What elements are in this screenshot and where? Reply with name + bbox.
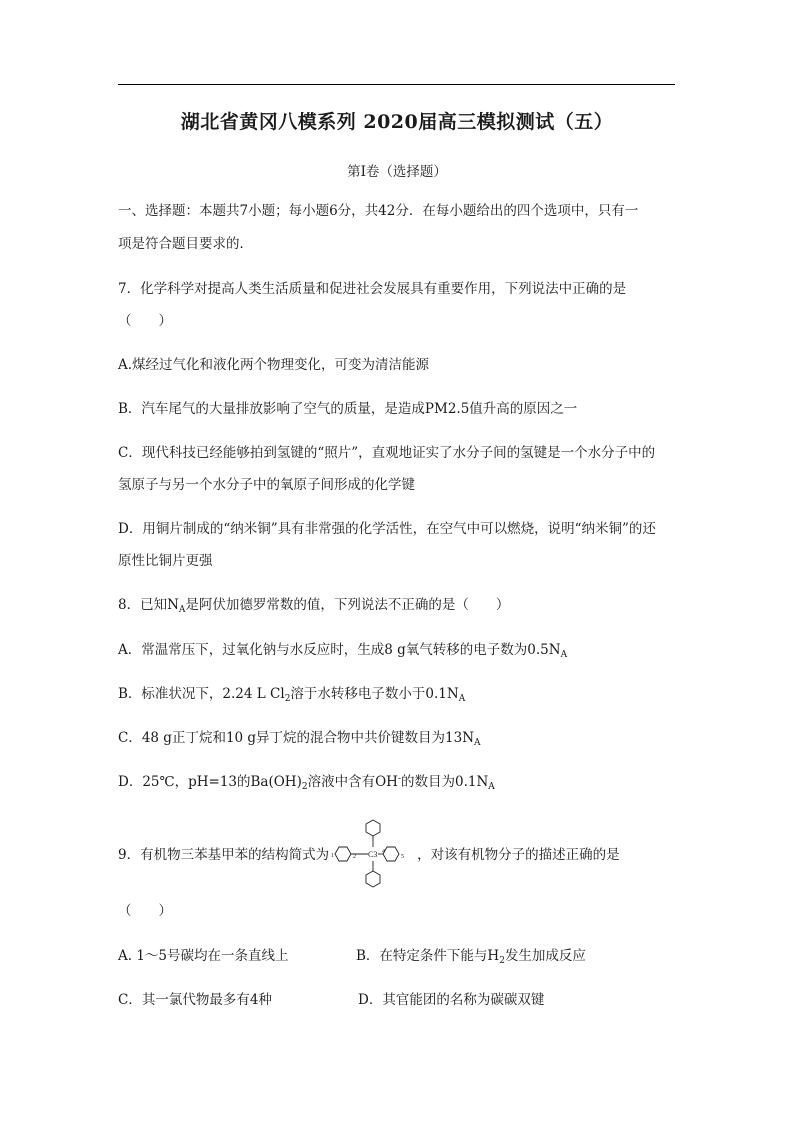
- q8-option-d: [118, 766, 678, 799]
- q8-option-b-text-2: 溶于水转移电子数小于0.1N: [290, 686, 459, 702]
- q7-option-b: B．汽车尾气的大量排放影响了空气的质量，是造成PM2.5值升高的原因之一: [118, 401, 578, 417]
- q8-option-c-subscript: A: [474, 738, 481, 748]
- q8-option-b-subscript-1: 2: [284, 694, 291, 704]
- carbon-label-1: 1: [331, 852, 335, 859]
- q9-option-c: C．其一氯代物最多有4种: [118, 992, 272, 1008]
- left-benzene-ring: [335, 847, 351, 861]
- q9-option-b: [356, 948, 586, 964]
- carbon-label-2: 2: [353, 853, 357, 860]
- q7-stem: 7．化学科学对提高人类生活质量和促进社会发展具有重要作用，下列说法中正确的是: [118, 281, 627, 297]
- q9-option-d: D．其官能团的名称为碳碳双键: [358, 992, 545, 1008]
- q8-option-d-text-3: 的数目为0.1N: [400, 774, 489, 790]
- q8-stem: [118, 589, 678, 622]
- q8-option-c-text: C．48 g正丁烷和10 g异丁烷的混合物中共价键数目为13N: [118, 730, 475, 746]
- bottom-benzene-ring: [366, 871, 380, 887]
- q9-option-b-text: B．在特定条件下能与H: [356, 948, 500, 964]
- q9-option-b-text-2: 发生加成反应: [504, 948, 586, 964]
- top-benzene-ring: [366, 820, 380, 836]
- q8-option-a: [118, 634, 678, 667]
- header-rule: [118, 84, 675, 85]
- q7-option-d-line-1: D．用铜片制成的“纳米铜”具有非常强的化学活性，在空气中可以燃烧，说明“纳米铜”的还: [118, 521, 656, 537]
- q9-stem-text: 9．有机物三苯基甲苯的结构简式为: [118, 847, 330, 863]
- q8-option-a-subscript: A: [560, 650, 568, 660]
- q8-option-b-text: B．标准状况下，2.24 L Cl: [118, 686, 285, 702]
- q7-option-c-line-1: C．现代科技已经能够拍到氢键的“照片”，直观地证实了水分子间的氢键是一个水分子中的: [118, 445, 656, 461]
- instructions-line-2: 项是符合题目要求的．: [118, 236, 253, 252]
- carbon-label-5: 5: [401, 853, 405, 860]
- q8-option-d-superscript: -: [397, 774, 401, 784]
- q8-option-d-text: D．25℃，pH=13的Ba(OH): [118, 774, 302, 790]
- carbon-label-4: 4: [382, 848, 386, 855]
- q8-option-d-subscript-1: 2: [301, 782, 308, 792]
- carbon-label-3: C3: [368, 849, 378, 859]
- q7-option-c-line-2: 氢原子与另一个水分子中的氧原子间形成的化学键: [118, 477, 415, 493]
- q8-stem-text: 8．已知N: [118, 597, 179, 613]
- q9-stem: [118, 817, 678, 893]
- q9-option-b-subscript: 2: [499, 956, 505, 966]
- instructions-line-1: 一、选择题：本题共7小题；每小题6分，共42分．在每小题给出的四个选项中，只有一: [118, 203, 639, 219]
- q8-option-d-text-2: 溶液中含有OH: [307, 774, 398, 790]
- q8-option-c: [118, 722, 678, 755]
- q9-options-row-1: [118, 940, 678, 973]
- section-heading: 第Ⅰ卷（选择题）: [347, 164, 447, 180]
- right-benzene-ring: [383, 847, 399, 861]
- triphenylmethyl-benzene-structure: [331, 818, 415, 890]
- q8-option-a-text: A．常温常压下，过氧化钠与水反应时，生成8 g氧气转移的电子数为0.5N: [118, 642, 561, 658]
- q9-stem-text-2: ，对该有机物分子的描述正确的是: [417, 847, 620, 863]
- q7-option-a: A.煤经过气化和液化两个物理变化，可变为清洁能源: [118, 357, 430, 373]
- q7-option-d-line-2: 原性比铜片更强: [118, 553, 213, 569]
- q9-options-row-2: [118, 984, 678, 1017]
- q7-answer-blank: （ ）: [118, 313, 172, 329]
- q8-option-b: [118, 678, 678, 711]
- q9-option-a: A. 1～5号碳均在一条直线上: [118, 948, 289, 964]
- q9-answer-blank: （ ）: [118, 903, 172, 919]
- page-title: 湖北省黄冈八模系列 2020届高三模拟测试（五）: [180, 111, 614, 133]
- q8-stem-subscript: A: [178, 605, 186, 615]
- q8-stem-text-2: 是阿伏加德罗常数的值，下列说法不正确的是（ ）: [185, 597, 510, 613]
- q8-option-b-subscript-2: A: [458, 694, 466, 704]
- q8-option-d-subscript-2: A: [488, 782, 495, 792]
